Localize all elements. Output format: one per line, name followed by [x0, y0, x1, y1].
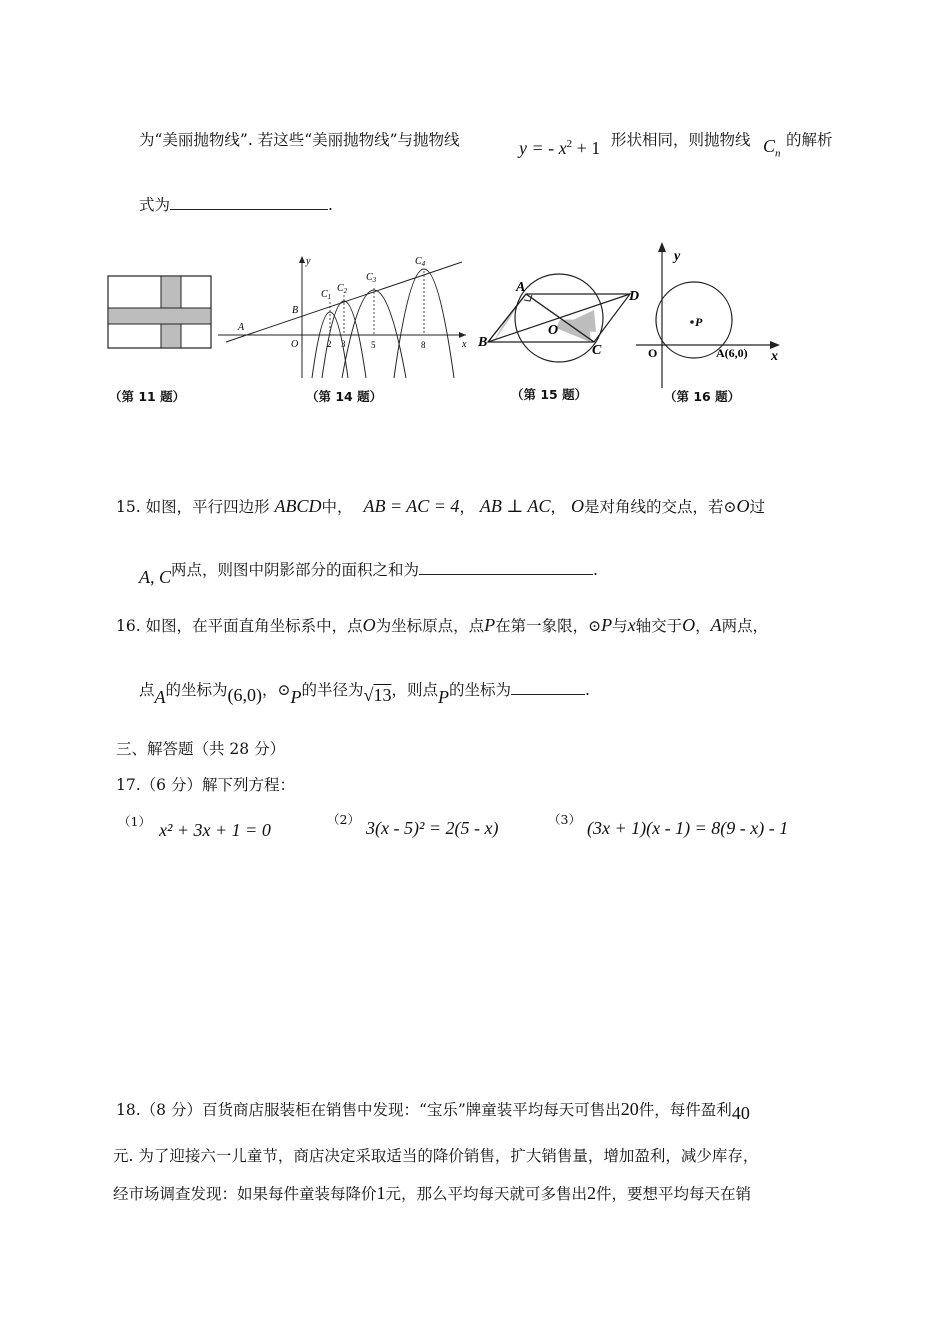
- fig14-tick-5: 5: [371, 340, 376, 350]
- fig14-y-label: y: [306, 256, 311, 267]
- fig14-label-O: O: [291, 339, 299, 350]
- answer-blank-14[interactable]: [170, 193, 328, 210]
- fig14-label-C1: $C_1$: [321, 289, 332, 301]
- q14-cn: $C_n$: [763, 136, 781, 160]
- fig15-label-B: B: [478, 335, 488, 350]
- fig15-label-O: O: [548, 323, 559, 338]
- figure-15: [478, 270, 646, 365]
- fig14-x-label: x: [462, 339, 467, 350]
- q17-item2-num: （2）: [327, 812, 360, 827]
- q14-text3: 的解析: [786, 131, 833, 149]
- fig14-tick-3: 3: [341, 339, 346, 349]
- caption-fig14: （第 14 题）: [306, 389, 383, 404]
- fig14-label-C2: $C_2$: [337, 283, 348, 295]
- question-18-line2: 元. 为了迎接六一儿童节，商店决定采取适当的降价销售，扩大销售量，增加盈利，减少库存，: [113, 1147, 759, 1165]
- question-16-line1: 16. 如图，在平面直角坐标系中，点O为坐标原点，点P在第一象限，⊙P与x轴交于O，A两点，: [116, 615, 769, 635]
- fig14-tick-8: 8: [421, 340, 426, 350]
- fig14-tick-2: 2: [327, 339, 332, 349]
- fig15-label-A: A: [516, 280, 526, 295]
- question-17-title: 17.（6 分）解下列方程：: [116, 776, 295, 794]
- question-15-line1: 15. 如图，平行四边形 ABCD中， AB = AC = 4， AB ⊥ AC， O是对角线的交点，若⊙O过: [116, 496, 765, 516]
- fig14-label-A: A: [238, 322, 245, 333]
- caption-fig16: （第 16 题）: [664, 389, 741, 404]
- answer-blank-15[interactable]: [419, 558, 593, 575]
- question-15-line2: A, C两点，则图中阴影部分的面积之和为 .: [139, 558, 598, 580]
- fig16-label-O: O: [648, 346, 658, 360]
- fig16-x-label: x: [771, 349, 778, 364]
- question-18-line1: 18.（8 分）百货商店服装柜在销售中发现：“宝乐”牌童装平均每天可售出20件，每件盈利40: [116, 1099, 750, 1123]
- q14-text2: 形状相同，则抛物线: [611, 131, 751, 149]
- q17-item3-num: （3）: [548, 812, 581, 827]
- q14-line1: 为“美丽抛物线”. 若这些“美丽抛物线”与抛物线: [139, 131, 460, 149]
- q17-item1-num: （1）: [118, 814, 151, 829]
- q14-formula: y = - $x^2 + 1$: [519, 138, 601, 158]
- fig16-label-A: A(6,0): [716, 346, 748, 360]
- caption-fig15: （第 15 题）: [511, 387, 588, 402]
- fig14-label-C3: $C_3$: [366, 272, 377, 284]
- figure-16: [636, 240, 788, 390]
- fig16-y-label: y: [674, 249, 681, 264]
- answer-blank-16[interactable]: [511, 678, 585, 695]
- caption-fig11: （第 11 题）: [109, 389, 186, 404]
- fig15-label-D: D: [629, 289, 640, 304]
- q14-line2: 式为 .: [139, 193, 333, 215]
- figure-14: [218, 250, 470, 380]
- q17-item2-eq: 3(x - 5)² = 2(5 - x): [366, 818, 499, 838]
- q17-item3-eq: (3x + 1)(x - 1) = 8(9 - x) - 1: [587, 818, 789, 838]
- fig14-label-C4: $C_4$: [415, 256, 426, 268]
- q17-item1-eq: x² + 3x + 1 = 0: [159, 820, 271, 840]
- question-18-line3: 经市场调查发现：如果每件童装每降价1元，那么平均每天就可多售出2件，要想平均每天在销: [113, 1183, 752, 1203]
- fig14-label-B: B: [292, 305, 299, 316]
- fig16-label-P: P: [695, 315, 703, 329]
- section-3-heading: 三、解答题（共 28 分）: [116, 740, 286, 758]
- figure-11: [106, 274, 214, 350]
- fig15-label-C: C: [592, 343, 602, 358]
- question-16-line2: 点A的坐标为(6,0)，⊙P的半径为√13，则点P的坐标为 .: [139, 678, 590, 700]
